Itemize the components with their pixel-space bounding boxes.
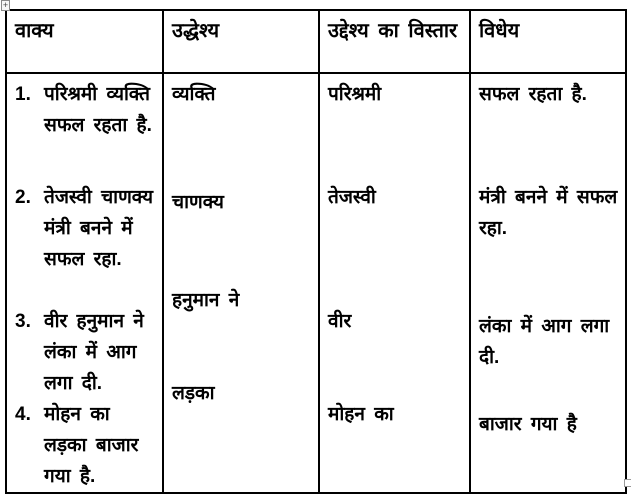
grammar-table	[5, 9, 627, 494]
vidheya-entry-3: लंका में आग लगा दी.	[479, 316, 610, 368]
item-number: 2.	[15, 187, 31, 208]
vistar-entry-3: वीर	[328, 311, 352, 332]
sentence-item-1	[15, 79, 156, 182]
vidheya-entry-1: सफल रहता है.	[479, 84, 587, 105]
item-number: 4.	[15, 404, 31, 425]
header-cell-vidheya[interactable]: विधेय	[470, 10, 626, 73]
column-uddeshya[interactable]	[163, 73, 319, 493]
sentence-item-4	[15, 399, 156, 492]
column-uddeshya-vistar[interactable]	[319, 73, 470, 493]
header-row	[6, 10, 626, 73]
vidheya-entry-2: मंत्री बनने में सफल रहा.	[479, 187, 618, 239]
uddeshya-entry-2: चाणक्य	[172, 192, 224, 213]
sentence-text: वीर हनुमान ने लंका में आग लगा दी.	[44, 311, 144, 394]
header-cell-vakya[interactable]: वाक्य	[6, 10, 163, 73]
column-vidheya[interactable]	[470, 73, 626, 493]
uddeshya-entry-4: लड़का	[172, 383, 215, 404]
vistar-entry-1: परिश्रमी	[328, 84, 382, 105]
body-row	[6, 73, 626, 493]
table-resize-handle[interactable]	[624, 479, 631, 487]
sentence-text: मोहन का लड़का बाजार गया है.	[44, 404, 139, 487]
vidheya-entry-4: बाजार गया है	[479, 414, 577, 435]
sentence-item-2	[15, 182, 156, 306]
uddeshya-entry-3: हनुमान ने	[172, 290, 240, 311]
plus-icon: +	[2, 0, 9, 10]
sentence-item-3	[15, 306, 156, 399]
vistar-entry-4: मोहन का	[328, 404, 394, 425]
table-move-handle[interactable]	[1, 0, 10, 11]
header-cell-uddeshya[interactable]: उद्धेश्य	[163, 10, 319, 73]
uddeshya-entry-1: व्यक्ति	[172, 84, 216, 105]
item-number: 3.	[15, 311, 31, 332]
sentence-text: तेजस्वी चाणक्य मंत्री बनने में सफल रहा.	[44, 187, 153, 270]
item-number: 1.	[15, 84, 31, 105]
column-sentences[interactable]	[6, 73, 163, 493]
vistar-entry-2: तेजस्वी	[328, 187, 376, 208]
sentence-text: परिश्रमी व्यक्ति सफल रहता है.	[44, 84, 152, 136]
header-cell-uddeshya-vistar[interactable]: उद्देश्य का विस्तार	[319, 10, 470, 73]
